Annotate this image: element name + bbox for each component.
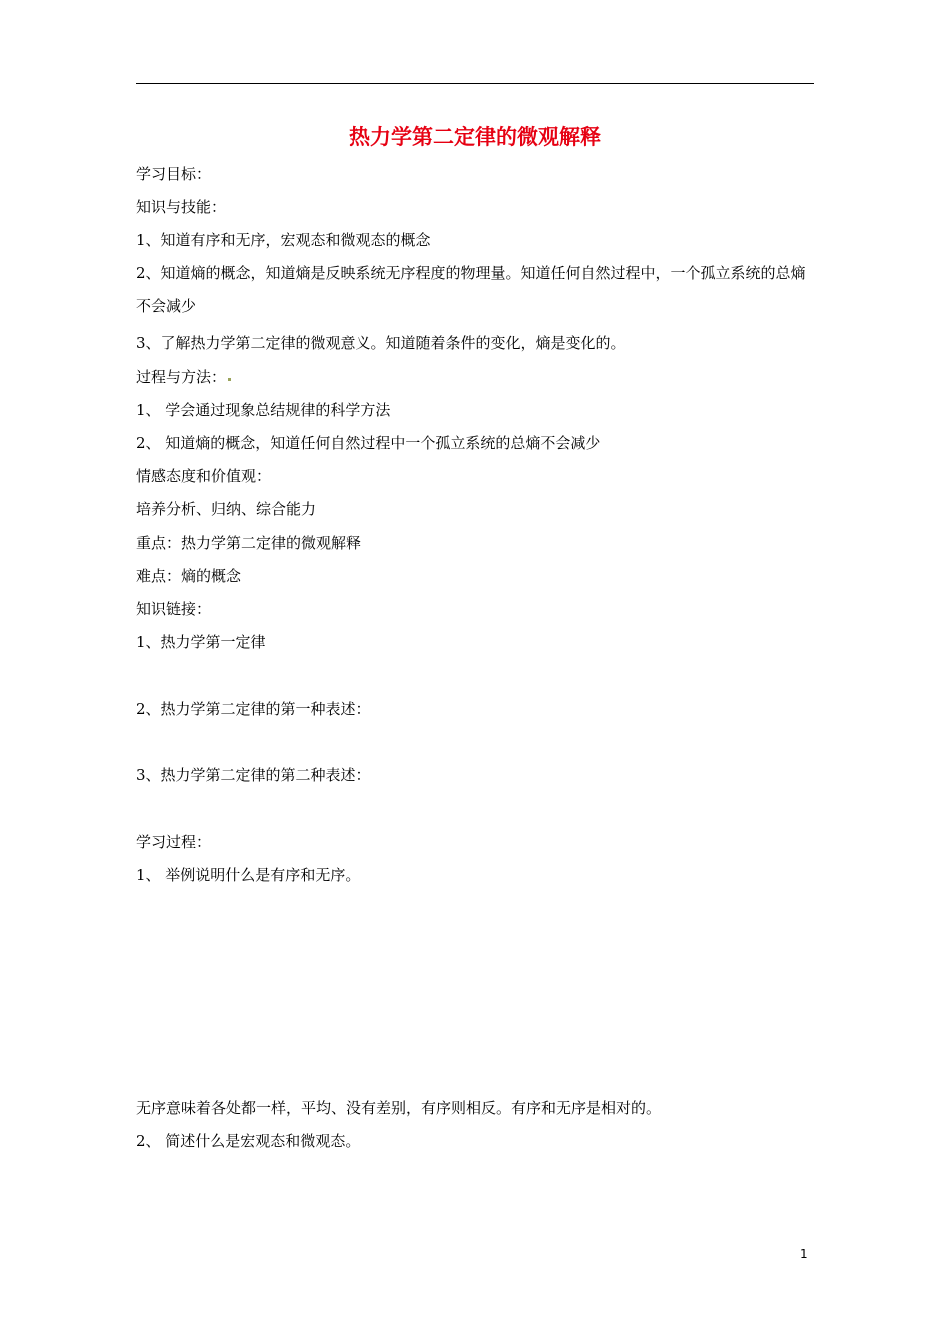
heading-learning-goals: 学习目标：	[136, 165, 212, 183]
goal-item-1: 1、知道有序和无序，宏观态和微观态的概念	[136, 231, 431, 249]
link-item-2: 2、热力学第二定律的第一种表述：	[136, 700, 371, 718]
attitude-item: 培养分析、归纳、综合能力	[136, 500, 317, 518]
speck-mark	[228, 378, 231, 381]
heading-knowledge-links: 知识链接：	[136, 600, 212, 618]
document-title: 热力学第二定律的微观解释	[349, 125, 601, 149]
goal-item-3: 3、了解热力学第二定律的微观意义。知道随着条件的变化，熵是变化的。	[136, 334, 626, 352]
goal-item-2: 2、知道熵的概念，知道熵是反映系统无序程度的物理量。知道任何自然过程中，一个孤立系统的总熵不会减少	[136, 264, 806, 315]
link-item-3: 3、热力学第二定律的第二种表述：	[136, 766, 371, 784]
process-question-2: 2、 简述什么是宏观态和微观态。	[136, 1132, 361, 1150]
method-item-2: 2、 知道熵的概念，知道任何自然过程中一个孤立系统的总熵不会减少	[136, 434, 601, 452]
link-item-1: 1、热力学第一定律	[136, 633, 266, 651]
process-answer-1: 无序意味着各处都一样，平均、没有差别，有序则相反。有序和无序是相对的。	[136, 1099, 662, 1117]
heading-learning-process: 学习过程：	[136, 833, 212, 851]
heading-process-methods	[136, 366, 231, 388]
heading-process-methods-text: 过程与方法：	[136, 368, 227, 386]
page-number: 1	[800, 1247, 808, 1261]
process-question-1: 1、 举例说明什么是有序和无序。	[136, 866, 361, 884]
method-item-1: 1、 学会通过现象总结规律的科学方法	[136, 401, 391, 419]
key-point: 重点：热力学第二定律的微观解释	[136, 534, 362, 552]
heading-knowledge-skills: 知识与技能：	[136, 198, 227, 216]
header-rule	[136, 83, 814, 84]
heading-attitudes-values: 情感态度和价值观：	[136, 467, 272, 485]
difficult-point: 难点：熵的概念	[136, 567, 242, 585]
